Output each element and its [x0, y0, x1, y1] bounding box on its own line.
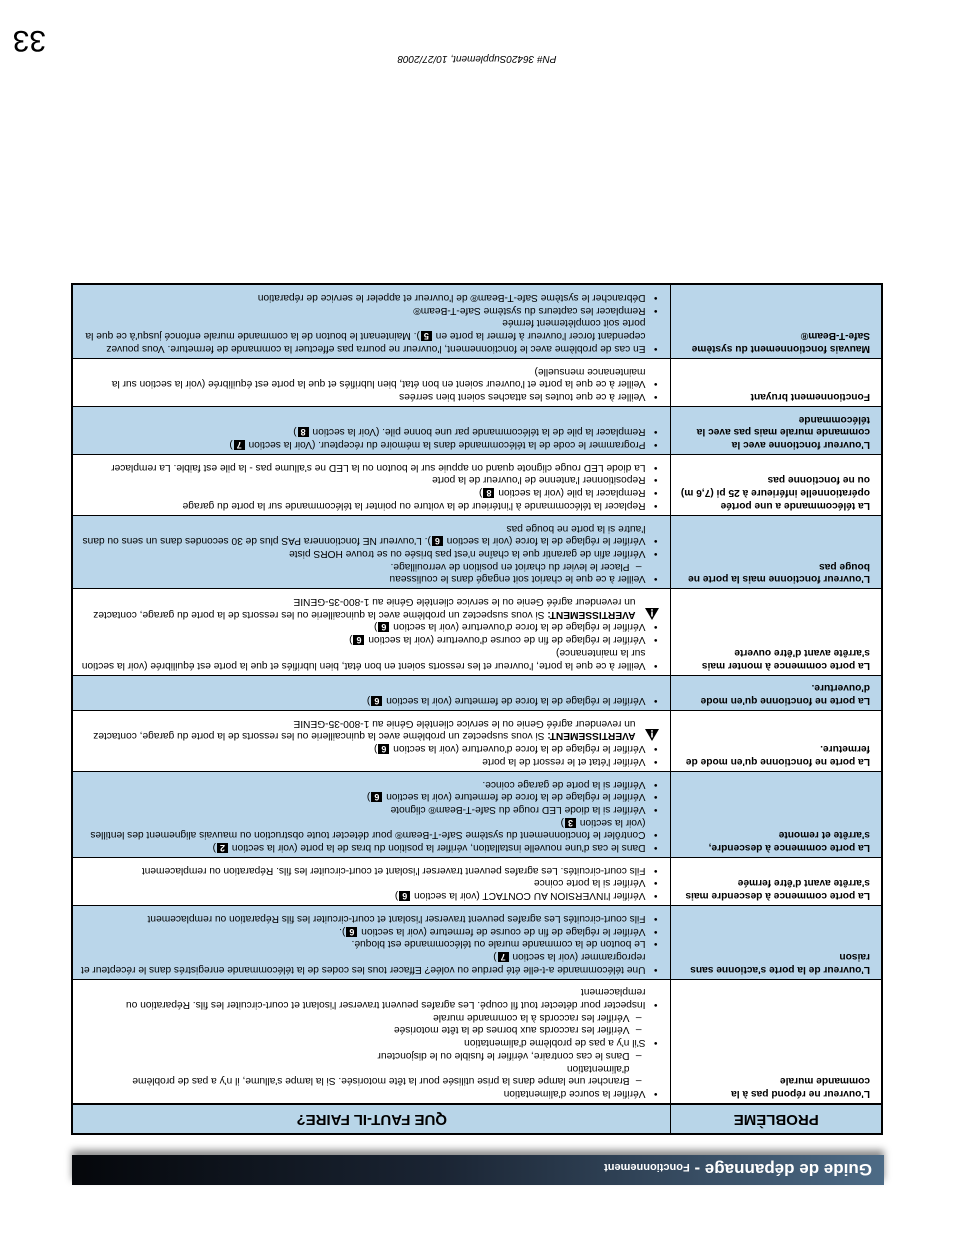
action-text: Vérifier si la porte coince [533, 877, 646, 889]
action-text: Vérifier le réglage de la force de fermeture (voir la section [386, 791, 646, 803]
action-item [81, 985, 646, 1010]
table-row [72, 858, 882, 906]
action-text: Vérifier afin de garantir que la chaîne n'est pas brisée ou se trouve HORS piste [289, 547, 646, 559]
action-cell [72, 406, 671, 454]
problem-cell: La porte commence à descendre, s'arrête et remonte [671, 771, 882, 857]
section-number-badge: 6 [346, 927, 357, 937]
action-cell [72, 455, 671, 516]
action-list [81, 521, 660, 585]
problem-cell: La télécommande a une portée opérationnelle inférieure à 25 pi (7,6 m) ou ne fonctionne pas [671, 455, 882, 516]
action-item [81, 633, 646, 646]
table-row [72, 906, 882, 980]
action-item [81, 559, 646, 584]
action-text: La diode LED rouge clignote quand on appuie sur le bouton ou la LED ne s'allume pas - la pile est faible. La remplacer [111, 461, 646, 473]
table-row [72, 284, 882, 358]
problem-cell: L'ouvreur fonctionne avec la commande murale mais pas avec la télécommande [671, 406, 882, 454]
action-item [81, 1010, 646, 1048]
section-number-badge: 6 [399, 891, 410, 901]
table-row [72, 979, 882, 1104]
action-item [81, 876, 646, 889]
action-list [81, 460, 660, 511]
sub-item: – Placer le levier du chariot en position de verrouillage. [81, 559, 630, 572]
banner-subtitle: Fonctionnement [604, 1161, 690, 1173]
part-number: PN# 36420Supplement, 10/27/2008 [397, 53, 557, 64]
action-text: Débrancher le système Safe-T-Beam® de l'ouvreur et appeler le service de réparation [257, 292, 646, 304]
action-text: Vérifier le réglage de la force d'ouverture (voir la section [393, 743, 646, 755]
action-text: En cas de problème avec le fonctionnement, l'ouvreur ne pourra pas effectuer la commande de fermeture. Vous pouvez cependant forcer l'ouvreur à fermer la porte en [106, 330, 646, 354]
action-item [81, 546, 646, 559]
problem-cell: La porte ne fonctionne qu'en mode de fermeture. [671, 711, 882, 772]
action-item [81, 364, 646, 389]
action-list [81, 911, 660, 975]
warning-note [81, 594, 660, 619]
action-text: Replacer la télécommande à l'intérieur de la voiture ou pointer la télécommande sur la porte du garage [182, 499, 646, 511]
section-number-badge: 2 [217, 843, 228, 853]
action-text: Vérifier la source d'alimentation [503, 1088, 646, 1099]
action-text: Contrôler le fonctionnement du système Safe-T-Beam® pour détecter toute obstruction ou mauvais alignement des lentilles (voir la section [90, 816, 646, 841]
sub-item: – Brancher une lampe dans la prise utilisée pour la tête motorisée. Si la lampe s'allume, il n'y a pas de problème d'alimentation [81, 1061, 630, 1086]
action-text-after: ) [560, 816, 564, 828]
action-item [81, 790, 646, 803]
action-text: Le bouton de la commande murale ou télécommande est bloqué. [351, 938, 646, 950]
action-cell [72, 906, 671, 980]
action-text: Veiller à ce que le chariot soit engagé dans le coulisseau [389, 573, 646, 585]
sub-item: – Dans le cas contraire, vérifier le fusible ou le disjoncteur [81, 1048, 630, 1061]
problem-header: PROBLÈME [671, 1104, 882, 1134]
page-number: 33 [12, 24, 46, 57]
action-item [81, 460, 646, 473]
action-text-after: ) [212, 842, 216, 854]
sub-item: – Vérifier les raccords à la commande murale [81, 1010, 630, 1023]
action-text: Fils court-circuités. Les agrafes peuvent traverser l'isolant et court-circuiter les fils. Réparation ou remplacement [141, 864, 646, 876]
action-item [81, 924, 646, 937]
action-item [81, 645, 646, 670]
warning-text: Si vous suspectez un problème avec la quincaillerie ou les ressorts de la porte du garage, contactez un revendeur agréé Genie ou le service clientèle Génie au 1-800-35-GENIE [93, 596, 636, 620]
action-list [81, 741, 660, 766]
action-text: Vérifier l'INVERSION AU CONTACT (voir la section [414, 890, 646, 902]
action-cell [72, 589, 671, 675]
section-number-badge: 6 [432, 536, 443, 546]
action-list [81, 290, 660, 354]
section-number-badge: 8 [298, 427, 309, 437]
action-item [81, 911, 646, 924]
action-item [81, 437, 646, 450]
section-number-badge: 7 [498, 952, 509, 962]
action-cell [72, 858, 671, 906]
action-item [81, 777, 646, 790]
action-text: Vérifier le réglage de la force d'ouverture (voir la section [393, 621, 646, 633]
problem-cell: Mauvais fonctionnement du système Safe-T-Beam® [671, 284, 882, 358]
problem-cell: La porte commence à monter mais s'arrête avant d'être ouverte [671, 589, 882, 675]
section-number-badge: 5 [421, 331, 432, 341]
action-list [81, 425, 660, 450]
table-row [72, 358, 882, 406]
action-cell [72, 675, 671, 710]
action-text: Inspecter pour détecter tout fil coupé. Les agrafes peuvent traverser l'isolant et court-circuiter les fils. Réparation ou remplacement [125, 986, 646, 1011]
section-number-badge: 8 [483, 488, 494, 498]
action-text: Fils court-circuités Les agrafes peuvent traverser l'isolant et court-circuiter les fils Réparation ou remplacement [147, 912, 646, 924]
action-text-after: ) [374, 743, 378, 755]
section-number-badge: 3 [565, 818, 576, 828]
action-text-after: ) [366, 695, 371, 707]
action-item [81, 863, 646, 876]
action-text: Vérifier le réglage de fin de course de fermeture (voir la section [361, 925, 646, 937]
action-text: Remplacer les capteurs du système Safe-T-Beam® [413, 304, 646, 316]
action-text: Programmer le code de la télécommande dans la mémoire du récepteur. (Voir la section [248, 439, 646, 451]
action-item [81, 693, 646, 706]
section-number-badge: 7 [234, 440, 245, 450]
warning-note [81, 716, 660, 741]
action-text-after: ) [293, 426, 297, 438]
action-text-after: ) [349, 634, 353, 646]
section-number-badge: 6 [371, 696, 382, 706]
action-cell [72, 358, 671, 406]
section-banner [72, 1155, 884, 1185]
table-row [72, 515, 882, 589]
action-header: QUE FAUT-IL FAIRE? [72, 1104, 671, 1134]
action-list [81, 693, 660, 706]
action-text-after: ) [493, 950, 497, 962]
section-number-badge: 6 [378, 744, 389, 754]
action-item [81, 485, 646, 498]
sub-list [81, 1048, 646, 1086]
action-item [81, 1048, 646, 1099]
table-row [72, 771, 882, 857]
action-item [81, 937, 646, 950]
action-list [81, 620, 660, 671]
action-text: Vérifier le réglage de la force (voir la section [446, 535, 646, 547]
action-text: Veiller à ce que la porte et l'ouvreur soient en bon état, bien lubrifiés et que la porte est équilibrée (voir la section sur la maintenance mensuelle) [111, 365, 646, 390]
action-item [81, 620, 646, 633]
sub-list [81, 1010, 646, 1035]
action-text-after: ) [229, 439, 233, 451]
action-cell [72, 284, 671, 358]
table-row [72, 406, 882, 454]
banner-title [604, 1159, 872, 1179]
action-cell [72, 515, 671, 589]
action-item [81, 498, 646, 511]
action-text-after: ) [366, 791, 371, 803]
sub-item: – Vérifier les raccords aux bornes de la tête motorisée [81, 1023, 630, 1036]
action-item [81, 290, 646, 303]
action-text: Remplacer la pile de la télécommande par une bonne pile. (Voir la section [312, 426, 646, 438]
action-cell [72, 711, 671, 772]
action-item [81, 949, 646, 974]
action-item [81, 389, 646, 402]
action-item [81, 521, 646, 546]
action-text-after: ). [339, 925, 346, 937]
action-list [81, 863, 660, 901]
table-row [72, 589, 882, 675]
action-item [81, 316, 646, 354]
warning-icon [646, 603, 660, 620]
problem-cell: La porte commence à descendre mais s'arrête avant d'être fermée [671, 858, 882, 906]
action-text: Veiller à ce que la porte, l'ouvreur et les ressorts soient en bon état, bien lubrifiés et que la porte est équilibrée (voir la section sur la maintenance) [81, 646, 646, 671]
action-text-after: ) [374, 621, 378, 633]
action-text: Repositionner l'antenne de l'ouvreur de la porte [432, 474, 646, 486]
action-item [81, 802, 646, 815]
action-item [81, 473, 646, 486]
action-cell [72, 979, 671, 1104]
action-text: Veiller à ce que toutes les attaches soient bien serrées [399, 390, 646, 402]
section-number-badge: 6 [371, 792, 382, 802]
problem-cell: L'ouvreur ne répond pas à la commande murale [671, 979, 882, 1104]
action-cell [72, 771, 671, 857]
problem-cell: L'ouvreur de la porte s'actionne sans raison [671, 906, 882, 980]
action-list [81, 364, 660, 402]
warning-text: Si vous suspectez un problème avec la quincaillerie ou les ressorts de la porte du garage, contactez un revendeur agréé Genie ou le service clientèle Génie au 1-800-35-GENIE [93, 717, 636, 742]
table-row [72, 711, 882, 772]
action-item [81, 741, 646, 754]
action-list [81, 985, 660, 1099]
action-item [81, 815, 646, 840]
troubleshooting-table [71, 283, 883, 1135]
section-number-badge: 6 [378, 623, 389, 633]
warning-label: AVERTISSEMENT: [547, 608, 636, 620]
action-text: Remplacer la pile (voir la section [498, 487, 646, 499]
action-list [81, 777, 660, 853]
action-text: Dans le cas d'une nouvelle installation, vérifier la position du bras de la porte (voir la section [231, 842, 646, 854]
action-text: Une télécommande a-t-elle été perdue ou volée? Effacer tous les codes de la télécommande enregistrés dans le récepteur et reprogrammer (voir la section [81, 950, 646, 975]
problem-cell: L'ouvreur fonctionne mais la porte ne bouge pas [671, 515, 882, 589]
section-number-badge: 6 [353, 635, 364, 645]
table-header-row [72, 1104, 882, 1134]
action-item [81, 840, 646, 853]
warning-label: AVERTISSEMENT: [547, 730, 636, 742]
table-row [72, 455, 882, 516]
problem-cell: La porte ne fonctionne qu'en mode d'ouverture. [671, 675, 882, 710]
action-text: S'il n'y a pas de problème d'alimentation [464, 1037, 646, 1049]
action-text: Vérifier si la diode LED rouge du Safe-T-Beam® clignote [390, 803, 646, 815]
table-row [72, 675, 882, 710]
action-text-after: ) [394, 890, 399, 902]
action-item [81, 425, 646, 438]
action-text-after: ). Maintenant le bouton de la commande murale enfoncé jusqu'à ce que la porte soit complètement fermée [85, 317, 646, 342]
action-item [81, 888, 646, 901]
action-text-after: ) [479, 487, 483, 499]
warning-icon [646, 725, 660, 742]
sub-list [81, 559, 646, 572]
action-item [81, 754, 646, 767]
action-text: Vérifier l'état et le ressort de la porte [482, 755, 646, 767]
action-text-after: ). L'ouvreur NE fonctionnera PAS plus de 30 secondes dans un sens ou dans l'autre si la porte ne bouge pas [82, 522, 646, 547]
banner-title-text: Guide de dépannage - [689, 1160, 872, 1179]
problem-cell: Fonctionnement bruyant [671, 358, 882, 406]
action-text: Vérifier le réglage de fin de course d'ouverture (voir la section [368, 634, 646, 646]
table-body [72, 284, 882, 1104]
action-text: Vérifier le réglage de la force de fermeture (voir la section [386, 695, 646, 707]
action-text: Vérifier si la porte de garage coince. [482, 778, 646, 790]
action-item [81, 303, 646, 316]
